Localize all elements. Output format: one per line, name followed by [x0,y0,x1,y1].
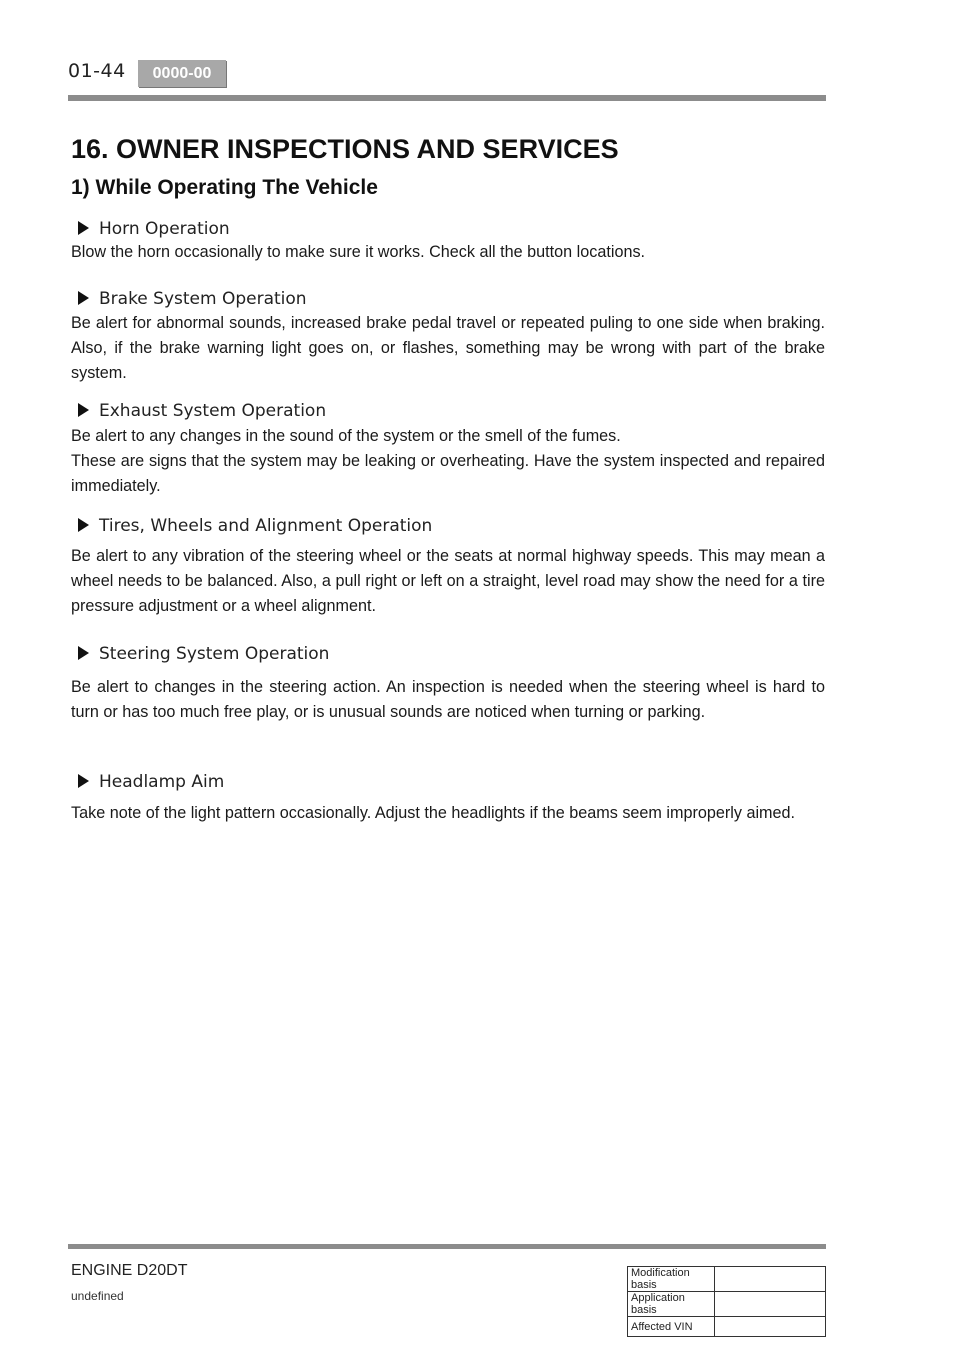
topic-paragraph: Be alert to any vibration of the steering wheel or the seats at normal highway speeds. This may mean a wheel needs to be balanced. Also, a pull right or left on a straight, level road may show the need for a tire pressure adjustment or a wheel alignment. [71,547,825,615]
triangle-bullet-icon [78,221,89,235]
table-value-cell [715,1267,826,1292]
topic-heading-headlamp [78,772,224,792]
footer-divider [68,1244,826,1249]
table-label-cell: Modification basis [628,1267,715,1292]
topic-heading-steering [78,644,329,664]
triangle-bullet-icon [78,291,89,305]
topic-paragraph: Be alert to changes in the steering action. An inspection is needed when the steering wheel is hard to turn or has too much free play, or is unusual sounds are noticed when turning or parking. [71,678,825,721]
triangle-bullet-icon [78,774,89,788]
table-row [628,1317,826,1337]
topic-heading-label: Headlamp Aim [99,772,225,792]
topic-heading-horn [78,219,230,239]
triangle-bullet-icon [78,518,89,532]
table-value-cell [715,1317,826,1337]
topic-heading-label: Exhaust System Operation [99,401,327,421]
table-value-cell [715,1292,826,1317]
topic-heading-label: Tires, Wheels and Alignment Operation [99,516,433,536]
modification-table [627,1266,826,1337]
topic-paragraph: Be alert for abnormal sounds, increased brake pedal travel or repeated puling to one side when braking. Also, if the brake warning light goes on, or flashes, something may be wrong with part of the brake system. [71,314,825,382]
triangle-bullet-icon [78,646,89,660]
triangle-bullet-icon [78,403,89,417]
topic-heading-exhaust [78,401,326,421]
topic-heading-label: Brake System Operation [99,289,307,309]
table-label-cell: Application basis [628,1292,715,1317]
topic-heading-label: Steering System Operation [99,644,330,664]
topic-heading-brake [78,289,307,309]
table-row [628,1292,826,1317]
topic-heading-label: Horn Operation [99,219,230,239]
section-code-badge: 0000-00 [138,60,226,87]
topic-paragraph: Take note of the light pattern occasionally. Adjust the headlights if the beams seem improperly aimed. [71,804,796,822]
footer-note: undefined [71,1289,124,1303]
header-divider [68,95,826,101]
footer-engine-label: ENGINE D20DT [71,1262,188,1279]
page-title: 16. OWNER INSPECTIONS AND SERVICES [71,134,619,164]
table-row [628,1267,826,1292]
section-subtitle: 1) While Operating The Vehicle [71,176,378,199]
topic-paragraph: These are signs that the system may be leaking or overheating. Have the system inspected and repaired immediately. [71,452,825,495]
page-number: 01-44 [68,60,126,82]
topic-paragraph: Blow the horn occasionally to make sure it works. Check all the button locations. [71,243,646,261]
topic-heading-tires [78,516,432,536]
table-label-cell: Affected VIN [628,1317,715,1337]
topic-paragraph: Be alert to any changes in the sound of the system or the smell of the fumes. [71,427,621,445]
